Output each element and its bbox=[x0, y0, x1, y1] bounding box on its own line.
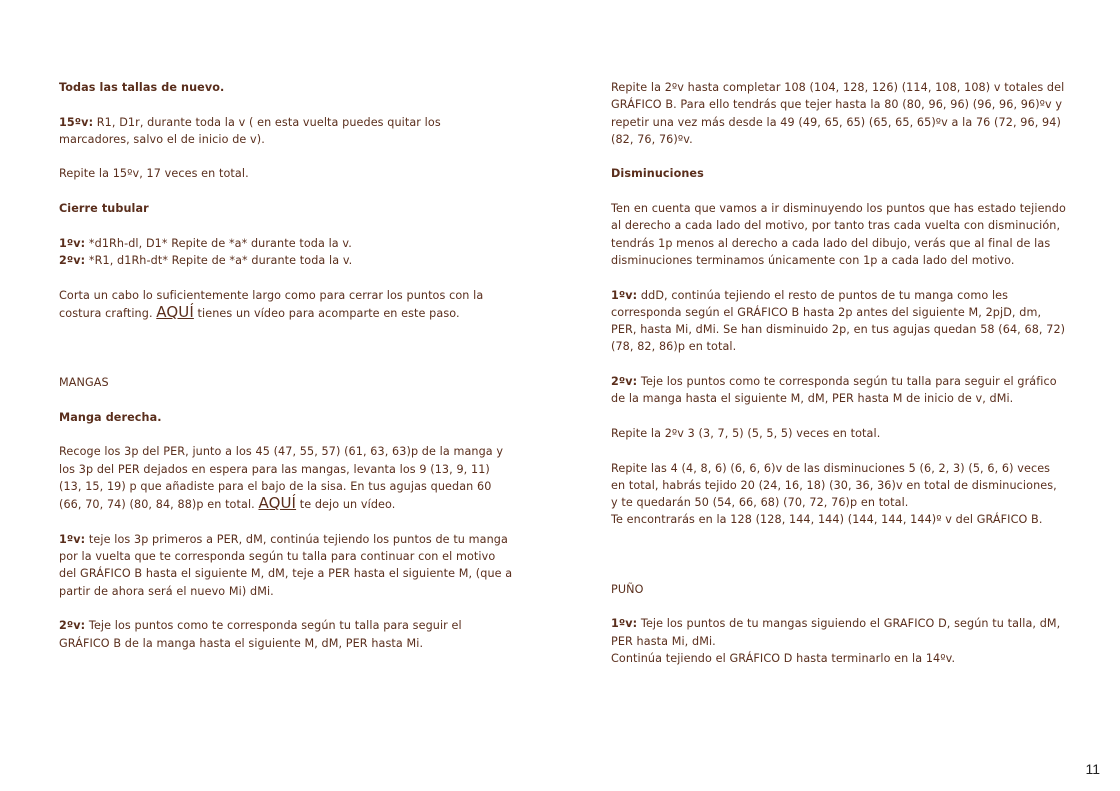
round-label: 2ºv: bbox=[59, 253, 86, 267]
page-number: 11 bbox=[1085, 761, 1100, 777]
pickup-instruction bbox=[59, 443, 514, 513]
round-text: teje los 3p primeros a PER, dM, continúa tejiendo los puntos de tu manga por la vuelta que te corresponda según tu talla para continuar con el motivo del GRÁFICO B hasta el siguiente M, dM, teje a PER hasta el siguiente M, (que a partir de ahora será el nuevo Mi) dMi. bbox=[59, 532, 513, 598]
cut-text: Corta un cabo lo suficientemente largo como para cerrar los puntos con la costura crafting. bbox=[59, 288, 484, 320]
decreases-heading: Disminuciones bbox=[611, 167, 704, 181]
tubular-bind-off-heading: Cierre tubular bbox=[59, 202, 149, 216]
video-link-bind-off[interactable]: AQUÍ bbox=[156, 302, 194, 321]
round-label: 2ºv: bbox=[59, 619, 86, 633]
sleeve-round-1 bbox=[59, 531, 514, 600]
left-column bbox=[59, 79, 514, 652]
round-label: 1ºv: bbox=[611, 288, 638, 302]
pickup-text-tail: te dejo un vídeo. bbox=[296, 498, 396, 512]
repeat-round-2-instruction: Repite la 2ºv hasta completar 108 (104, 128, 126) (114, 108, 108) v totales del GRÁFICO B. Para ello tendrás que tejer hasta la 80 (80, 96, 96) (96, 96, 96)ºv y repetir una vez más desde la 49 (49, 65, 65) (65, 65, 65)ºv a la 76 (72, 96, 94) (82, 76, 76)ºv. bbox=[611, 81, 1065, 146]
round-label: 2ºv: bbox=[611, 375, 638, 389]
round-label: 1ºv: bbox=[59, 532, 86, 546]
round-label: 1ºv: bbox=[59, 236, 86, 250]
tubular-round-1 bbox=[59, 235, 514, 252]
video-link-pickup[interactable]: AQUÍ bbox=[258, 494, 297, 513]
round-text: Teje los puntos como te corresponda según tu talla para seguir el GRÁFICO B de la manga hasta el siguiente M, dM, PER hasta Mi. bbox=[59, 619, 462, 650]
cut-yarn-instruction bbox=[59, 287, 514, 323]
right-sleeve-heading: Manga derecha. bbox=[59, 410, 162, 424]
mangas-heading: MANGAS bbox=[59, 376, 109, 390]
round-text: *d1Rh-dl, D1* Repite de *a* durante toda la v. bbox=[85, 236, 352, 250]
section-heading-all-sizes: Todas las tallas de nuevo. bbox=[59, 81, 225, 94]
decreases-intro: Ten en cuenta que vamos a ir disminuyendo los puntos que has estado tejiendo al derecho a cada lado del motivo, por tanto tras cada vuelta con disminución, tendrás 1p menos al derecho a cada lado del dibujo, verás que al final de las disminuciones terminamos únicamente con 1p a cada lado del motivo. bbox=[611, 202, 1066, 267]
cuff-continue: Continúa tejiendo el GRÁFICO D hasta terminarlo en la 14ºv. bbox=[611, 651, 956, 665]
right-column bbox=[611, 79, 1066, 667]
round-text: R1, D1r, durante toda la v ( en esta vuelta puedes quitar los marcadores, salvo el de inicio de v). bbox=[59, 115, 441, 146]
tubular-round-2 bbox=[59, 252, 514, 269]
repeat-round-2-count: Repite la 2ºv 3 (3, 7, 5) (5, 5, 5) veces en total. bbox=[611, 426, 881, 440]
graph-position-note: Te encontrarás en la 128 (128, 144, 144) (144, 144, 144)º v del GRÁFICO B. bbox=[611, 513, 1043, 527]
round-text: *R1, d1Rh-dt* Repite de *a* durante toda la v. bbox=[85, 253, 353, 267]
cut-text-tail: tienes un vídeo para acomparte en este paso. bbox=[193, 306, 460, 320]
decrease-round-1 bbox=[611, 287, 1066, 356]
decrease-round-2 bbox=[611, 373, 1066, 408]
round-text: ddD, continúa tejiendo el resto de puntos de tu manga como les corresponda según el GRÁFICO B hasta 2p antes del siguiente M, 2pjD, dm, PER, hasta Mi, dMi. Se han disminuido 2p, en tus agujas quedan 58 (64, 68, 72) (78, 82, 86)p en total. bbox=[611, 288, 1066, 354]
cuff-heading: PUÑO bbox=[611, 582, 644, 596]
round-text: Teje los puntos de tu mangas siguiendo el GRAFICO D, según tu talla, dM, PER hasta Mi, dMi. bbox=[611, 617, 1061, 648]
round-label: 1ºv: bbox=[611, 617, 638, 631]
pickup-text: Recoge los 3p del PER, junto a los 45 (47, 55, 57) (61, 63, 63)p de la manga y los 3p del PER dejados en espera para las mangas, levanta los 9 (13, 9, 11) (13, 15, 19) p que añadiste para el bajo de la sisa. En tus agujas quedan 60 (66, 70, 74) (80, 84, 88)p en total. bbox=[59, 445, 504, 512]
sleeve-round-2 bbox=[59, 617, 514, 652]
cuff-round-1 bbox=[611, 615, 1066, 650]
repeat-15-instruction: Repite la 15ºv, 17 veces en total. bbox=[59, 167, 249, 181]
round-text: Teje los puntos como te corresponda según tu talla para seguir el gráfico de la manga hasta el siguiente M, dM, PER hasta M de inicio de v, dMi. bbox=[611, 375, 1057, 406]
round-label: 15ºv: bbox=[59, 115, 94, 129]
round-15-instruction bbox=[59, 114, 514, 149]
repeat-decreases: Repite las 4 (4, 8, 6) (6, 6, 6)v de las disminuciones 5 (6, 2, 3) (5, 6, 6) veces en total, habrás tejido 20 (24, 16, 18) (30, 36, 36)v en total de disminuciones, y te quedarán 50 (54, 66, 68) (70, 72, 76)p en total. bbox=[611, 461, 1057, 510]
